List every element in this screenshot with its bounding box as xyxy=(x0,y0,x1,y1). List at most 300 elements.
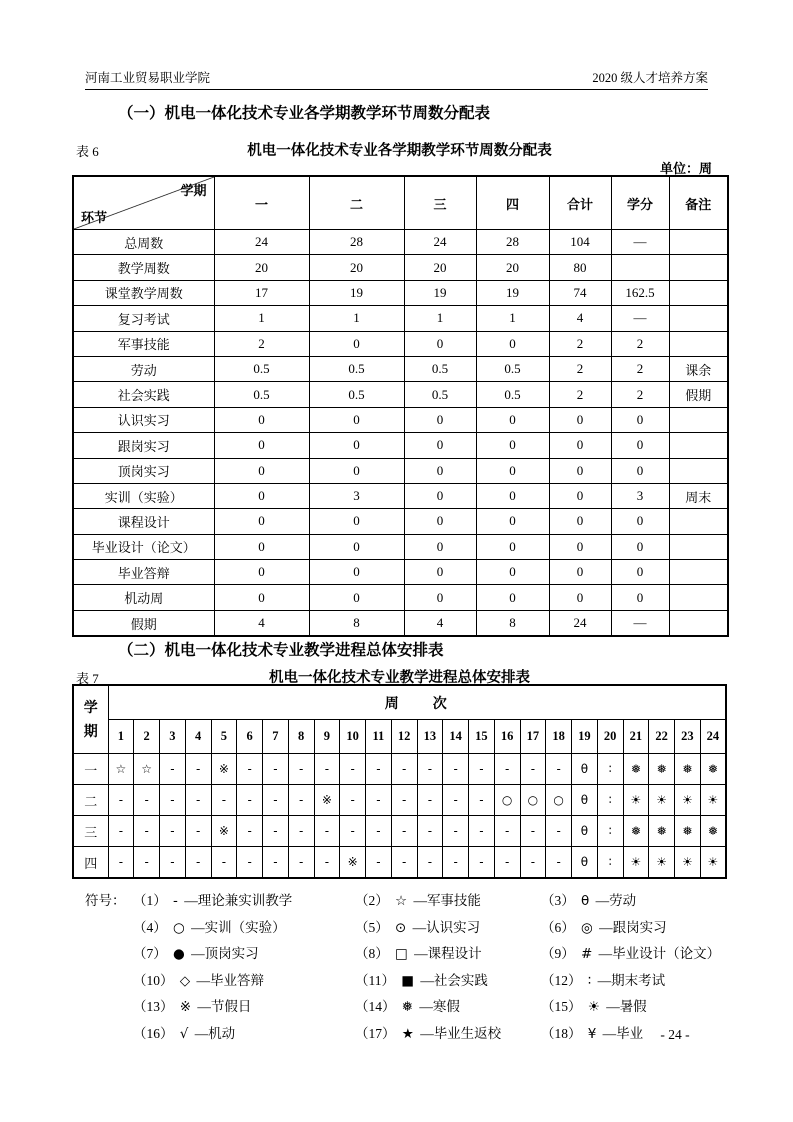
legend-item-symbol: ○ xyxy=(168,919,190,936)
week-number-cell: 6 xyxy=(237,720,263,754)
table6-cell xyxy=(611,255,669,280)
table6-column-header: 备注 xyxy=(669,176,728,230)
week-number-cell: 17 xyxy=(520,720,546,754)
table7-row xyxy=(73,785,726,816)
schedule-symbol-cell: ☆ xyxy=(134,754,160,785)
legend-item-symbol: □ xyxy=(390,946,413,962)
unit-note: 单位：周 xyxy=(659,161,712,176)
legend-item xyxy=(541,994,725,1021)
table7-header-row-weeks xyxy=(73,685,726,720)
table6-row xyxy=(73,280,728,305)
legend-label: 符号： xyxy=(85,893,126,908)
schedule-symbol-cell: - xyxy=(288,816,314,847)
table6-cell: 0 xyxy=(214,585,309,610)
table6-row-label: 课程设计 xyxy=(73,509,214,534)
legend-item-description: —寒假 xyxy=(419,999,460,1014)
week-number-cell: 23 xyxy=(675,720,701,754)
week-number-cell: 18 xyxy=(546,720,572,754)
header-rule xyxy=(85,89,708,90)
table6-cell: 0 xyxy=(214,534,309,559)
schedule-symbol-cell: - xyxy=(185,816,211,847)
table6-cell: 0 xyxy=(214,560,309,585)
table6-row xyxy=(73,534,728,559)
table6-cell: 0 xyxy=(476,585,549,610)
legend-item-symbol: ❅ xyxy=(397,999,418,1015)
schedule-symbol-cell: ∶ xyxy=(597,847,623,879)
table6-cell xyxy=(669,433,728,458)
table6-cell: 19 xyxy=(309,280,404,305)
table6-cell xyxy=(669,280,728,305)
schedule-symbol-cell: ※ xyxy=(314,785,340,816)
legend-item-number: （5） xyxy=(355,919,389,935)
semester-row-label: 二 xyxy=(73,785,108,816)
table7-corner-cell xyxy=(73,685,108,754)
schedule-symbol-cell: - xyxy=(366,847,392,879)
table7-title: 机电一体化技术专业教学进程总体安排表 xyxy=(269,670,530,686)
schedule-symbol-cell: ☀ xyxy=(700,785,726,816)
legend-item-symbol: ★ xyxy=(397,1025,419,1042)
week-number-cell: 1 xyxy=(108,720,134,754)
week-number-cell: 20 xyxy=(597,720,623,754)
legend-item-symbol: ◇ xyxy=(175,972,195,989)
legend-item-number: （6） xyxy=(541,919,575,935)
table6-row-label: 认识实习 xyxy=(73,407,214,432)
legend-item xyxy=(355,1021,541,1048)
table6-cell xyxy=(669,331,728,356)
page-number: - 24 - xyxy=(660,1027,690,1042)
schedule-symbol-cell: - xyxy=(185,754,211,785)
table6-cell: 0 xyxy=(611,585,669,610)
week-number-cell: 9 xyxy=(314,720,340,754)
week-number-cell: 24 xyxy=(700,720,726,754)
legend-item-number: （12） xyxy=(541,972,582,988)
schedule-symbol-cell: - xyxy=(185,847,211,879)
schedule-symbol-cell: - xyxy=(340,816,366,847)
schedule-symbol-cell: ※ xyxy=(340,847,366,879)
schedule-symbol-cell: - xyxy=(520,754,546,785)
schedule-symbol-cell: ○ xyxy=(546,785,572,816)
table6-cell xyxy=(669,509,728,534)
week-number-cell: 15 xyxy=(469,720,495,754)
legend-item-description: —跟岗实习 xyxy=(599,919,667,935)
legend-item-description: —课程设计 xyxy=(414,946,482,961)
table6-column-header: 合计 xyxy=(549,176,611,230)
legend-item-symbol: ⊙ xyxy=(390,919,411,936)
table6-cell: 2 xyxy=(611,356,669,381)
table6-cell: 1 xyxy=(309,306,404,331)
schedule-table xyxy=(72,684,727,879)
schedule-symbol-cell: ☀ xyxy=(675,847,701,879)
legend-item-number: （15） xyxy=(541,999,582,1014)
table6-cell xyxy=(669,560,728,585)
table6-row-label: 总周数 xyxy=(73,230,214,255)
table6-cell: 20 xyxy=(309,255,404,280)
schedule-symbol-cell: - xyxy=(443,754,469,785)
table6-cell: 0 xyxy=(404,433,476,458)
table6-cell: 0 xyxy=(549,509,611,534)
legend-item-description: —军事技能 xyxy=(413,893,481,908)
table6-cell: 1 xyxy=(476,306,549,331)
table6-cell: 0 xyxy=(549,560,611,585)
table6-corner-cell xyxy=(73,176,214,230)
table6-cell xyxy=(669,407,728,432)
legend-item-symbol: - xyxy=(168,893,183,909)
schedule-symbol-cell: - xyxy=(417,816,443,847)
table6-cell: 0 xyxy=(476,331,549,356)
legend-item-symbol: # xyxy=(576,946,597,962)
legend-item-number: （1） xyxy=(133,893,167,908)
table6-cell: 3 xyxy=(309,483,404,508)
table6-cell: 2 xyxy=(214,331,309,356)
table6-cell: 0 xyxy=(611,534,669,559)
section2-title: （二）机电一体化技术专业教学进程总体安排表 xyxy=(118,642,444,659)
table6-cell: 假期 xyxy=(669,382,728,407)
schedule-symbol-cell: - xyxy=(160,754,186,785)
table6-cell: 0 xyxy=(404,509,476,534)
legend-item-symbol: θ xyxy=(576,893,594,909)
schedule-symbol-cell: ☀ xyxy=(700,847,726,879)
table6-row xyxy=(73,509,728,534)
table6-cell: — xyxy=(611,306,669,331)
table6-cell: 0 xyxy=(309,433,404,458)
table6-row xyxy=(73,433,728,458)
schedule-symbol-cell: ❅ xyxy=(700,816,726,847)
table6-row xyxy=(73,458,728,483)
legend-item-number: （13） xyxy=(133,999,174,1014)
table6-row-label: 毕业答辩 xyxy=(73,560,214,585)
legend-item-symbol: √ xyxy=(175,1025,193,1042)
schedule-symbol-cell: - xyxy=(237,754,263,785)
week-number-cell: 11 xyxy=(366,720,392,754)
table6-row xyxy=(73,306,728,331)
table6-cell: 0 xyxy=(214,433,309,458)
table6-cell: 74 xyxy=(549,280,611,305)
schedule-symbol-cell: ☀ xyxy=(623,847,649,879)
legend-item-symbol: ◎ xyxy=(576,919,598,936)
table6-cell: 0.5 xyxy=(309,382,404,407)
legend-item-number: （2） xyxy=(355,893,389,908)
legend-item xyxy=(541,915,725,942)
table6-header-row xyxy=(73,176,728,230)
schedule-symbol-cell: - xyxy=(391,754,417,785)
legend-item xyxy=(355,915,541,942)
table6-cell: 0.5 xyxy=(309,356,404,381)
legend-item-symbol: ∶ xyxy=(583,972,596,989)
table6-cell: 0 xyxy=(309,534,404,559)
table6-cell xyxy=(669,306,728,331)
schedule-symbol-cell: - xyxy=(494,754,520,785)
schedule-symbol-cell: ※ xyxy=(211,754,237,785)
table6-label: 表 6 xyxy=(76,144,99,159)
table6-cell: 0 xyxy=(611,458,669,483)
table6-cell: 0 xyxy=(404,458,476,483)
table6-cell xyxy=(669,458,728,483)
table6-cell: 0 xyxy=(611,407,669,432)
week-number-cell: 19 xyxy=(572,720,598,754)
table6-cell: 19 xyxy=(404,280,476,305)
schedule-symbol-cell: - xyxy=(288,754,314,785)
table6-cell: 0 xyxy=(404,560,476,585)
table6-row xyxy=(73,483,728,508)
table6-cell: 0 xyxy=(476,534,549,559)
legend-item-number: （11） xyxy=(355,972,395,988)
legend-item-number: （10） xyxy=(133,972,174,988)
week-number-cell: 2 xyxy=(134,720,160,754)
legend-item-description: —节假日 xyxy=(197,999,252,1014)
table6-row xyxy=(73,230,728,255)
schedule-symbol-cell: - xyxy=(417,847,443,879)
table6-cell: 162.5 xyxy=(611,280,669,305)
week-number-cell: 16 xyxy=(494,720,520,754)
table6-cell: 8 xyxy=(476,610,549,636)
table6-cell: 0.5 xyxy=(404,382,476,407)
symbol-legend xyxy=(85,888,725,1047)
table6-column-header: 学分 xyxy=(611,176,669,230)
table6-cell: 0 xyxy=(404,483,476,508)
table6-cell: 28 xyxy=(309,230,404,255)
legend-item xyxy=(133,888,355,915)
table6-cell: 0 xyxy=(309,585,404,610)
corner-link-label: 环节 xyxy=(81,210,108,225)
schedule-symbol-cell: - xyxy=(417,754,443,785)
table6-cell: 0 xyxy=(309,509,404,534)
table6-cell: 0 xyxy=(476,560,549,585)
table6-cell: 0.5 xyxy=(214,382,309,407)
legend-label xyxy=(85,994,133,1021)
table6-cell: 0.5 xyxy=(404,356,476,381)
schedule-symbol-cell: - xyxy=(263,816,289,847)
table6-row-label: 毕业设计（论文） xyxy=(73,534,214,559)
legend-item-number: （4） xyxy=(133,919,167,935)
legend-item xyxy=(133,994,355,1021)
table6-cell: 8 xyxy=(309,610,404,636)
table6-cell: 1 xyxy=(214,306,309,331)
legend-item-number: （9） xyxy=(541,946,575,961)
section1-title: （一）机电一体化技术专业各学期教学环节周数分配表 xyxy=(118,105,491,122)
table6-row-label: 实训（实验） xyxy=(73,483,214,508)
schedule-symbol-cell: - xyxy=(160,785,186,816)
table6-cell: 0.5 xyxy=(476,382,549,407)
semester-row-label: 一 xyxy=(73,754,108,785)
legend-item xyxy=(355,994,541,1021)
schedule-symbol-cell: ❅ xyxy=(623,816,649,847)
schedule-symbol-cell: - xyxy=(469,816,495,847)
table6-cell: 0 xyxy=(549,458,611,483)
table6-cell: 0 xyxy=(214,407,309,432)
legend-item xyxy=(133,968,355,995)
schedule-symbol-cell: - xyxy=(366,816,392,847)
table6-row xyxy=(73,382,728,407)
schedule-symbol-cell: - xyxy=(108,785,134,816)
table6-column-header: 三 xyxy=(404,176,476,230)
table6-cell: 2 xyxy=(549,331,611,356)
table6-cell: 周末 xyxy=(669,483,728,508)
legend-item-description: —机动 xyxy=(194,1025,236,1041)
legend-item xyxy=(541,968,725,995)
schedule-symbol-cell: - xyxy=(520,847,546,879)
table6-cell: 0 xyxy=(404,331,476,356)
header-plan-name: 2020 级人才培养方案 xyxy=(592,71,708,85)
table6-cell: 2 xyxy=(611,331,669,356)
legend-item xyxy=(541,888,725,915)
table6-row-label: 军事技能 xyxy=(73,331,214,356)
table6-cell: 0 xyxy=(549,585,611,610)
schedule-symbol-cell: - xyxy=(134,785,160,816)
schedule-symbol-cell: θ xyxy=(572,785,598,816)
table6-cell: 20 xyxy=(404,255,476,280)
legend-item-number: （7） xyxy=(133,946,167,961)
corner-semester-label: 学期 xyxy=(180,183,207,198)
week-number-cell: 21 xyxy=(623,720,649,754)
table6-cell: 0 xyxy=(611,433,669,458)
table6-cell: 4 xyxy=(404,610,476,636)
legend-item-symbol: ☆ xyxy=(390,893,412,909)
schedule-symbol-cell: ❅ xyxy=(649,816,675,847)
table6-row xyxy=(73,610,728,636)
schedule-symbol-cell: - xyxy=(391,847,417,879)
table6-row-label: 假期 xyxy=(73,610,214,636)
schedule-symbol-cell: - xyxy=(546,847,572,879)
table6-row xyxy=(73,407,728,432)
table6-cell: 3 xyxy=(611,483,669,508)
legend-item-number: （3） xyxy=(541,893,575,908)
table6-row xyxy=(73,331,728,356)
week-number-cell: 22 xyxy=(649,720,675,754)
schedule-symbol-cell: - xyxy=(469,785,495,816)
week-number-cell: 3 xyxy=(160,720,186,754)
legend-item-symbol: ● xyxy=(168,946,190,962)
schedule-symbol-cell: - xyxy=(340,754,366,785)
legend-item xyxy=(133,941,355,968)
table6-cell: 0 xyxy=(404,585,476,610)
schedule-symbol-cell: - xyxy=(366,785,392,816)
table6-cell: 20 xyxy=(476,255,549,280)
table6-row-label: 教学周数 xyxy=(73,255,214,280)
table6-cell: 28 xyxy=(476,230,549,255)
schedule-symbol-cell: ☆ xyxy=(108,754,134,785)
week-number-cell: 5 xyxy=(211,720,237,754)
table6-cell: 0 xyxy=(476,458,549,483)
table6-cell: 2 xyxy=(549,356,611,381)
table6-cell: 0.5 xyxy=(476,356,549,381)
legend-item-description: —社会实践 xyxy=(420,972,488,988)
semester-row-label: 四 xyxy=(73,847,108,879)
legend-item-symbol: ■ xyxy=(397,972,419,989)
legend-item-number: （18） xyxy=(541,1025,582,1041)
schedule-symbol-cell: ○ xyxy=(520,785,546,816)
legend-item-description: —暑假 xyxy=(606,999,647,1014)
schedule-symbol-cell: - xyxy=(417,785,443,816)
schedule-symbol-cell: - xyxy=(134,847,160,879)
week-number-cell: 10 xyxy=(340,720,366,754)
table6-cell: 0 xyxy=(476,433,549,458)
schedule-symbol-cell: - xyxy=(443,816,469,847)
schedule-symbol-cell: - xyxy=(546,816,572,847)
week-number-cell: 4 xyxy=(185,720,211,754)
table6-row xyxy=(73,356,728,381)
header-school-name: 河南工业贸易职业学院 xyxy=(85,71,211,85)
table6-row-label: 社会实践 xyxy=(73,382,214,407)
table6-cell: 0 xyxy=(309,331,404,356)
table6-row xyxy=(73,585,728,610)
schedule-symbol-cell: - xyxy=(314,816,340,847)
table6-cell: 0 xyxy=(214,483,309,508)
schedule-symbol-cell: ☀ xyxy=(649,847,675,879)
table6-cell: 0 xyxy=(214,509,309,534)
schedule-symbol-cell: ❅ xyxy=(700,754,726,785)
schedule-symbol-cell: ❅ xyxy=(675,816,701,847)
table6-cell: 0 xyxy=(404,407,476,432)
table7-row xyxy=(73,754,726,785)
table6-cell: 0 xyxy=(214,458,309,483)
schedule-symbol-cell: - xyxy=(391,816,417,847)
legend-label xyxy=(85,941,133,968)
table6-cell: 104 xyxy=(549,230,611,255)
schedule-symbol-cell: - xyxy=(391,785,417,816)
schedule-symbol-cell: - xyxy=(108,816,134,847)
table6-cell: 19 xyxy=(476,280,549,305)
schedule-symbol-cell: ☀ xyxy=(623,785,649,816)
weeks-distribution-table xyxy=(72,175,729,637)
legend-item-description: —理论兼实训教学 xyxy=(184,893,293,908)
schedule-symbol-cell: - xyxy=(340,785,366,816)
legend-item xyxy=(355,968,541,995)
semester-row-label: 三 xyxy=(73,816,108,847)
schedule-symbol-cell: ❅ xyxy=(649,754,675,785)
schedule-symbol-cell: ∶ xyxy=(597,785,623,816)
legend-item xyxy=(541,941,725,968)
legend-item xyxy=(133,915,355,942)
schedule-symbol-cell: - xyxy=(211,847,237,879)
schedule-symbol-cell: - xyxy=(443,847,469,879)
table6-cell: 80 xyxy=(549,255,611,280)
schedule-symbol-cell: θ xyxy=(572,816,598,847)
table6-cell: — xyxy=(611,610,669,636)
legend-item-number: （8） xyxy=(355,946,389,961)
schedule-symbol-cell: ○ xyxy=(494,785,520,816)
legend-item-description: —顶岗实习 xyxy=(191,946,259,961)
legend-item-description: —毕业 xyxy=(602,1025,644,1041)
table6-row-label: 复习考试 xyxy=(73,306,214,331)
schedule-symbol-cell: - xyxy=(263,754,289,785)
schedule-symbol-cell: - xyxy=(469,847,495,879)
schedule-symbol-cell: - xyxy=(134,816,160,847)
table6-row-label: 机动周 xyxy=(73,585,214,610)
schedule-symbol-cell: - xyxy=(520,816,546,847)
schedule-symbol-cell: ❅ xyxy=(623,754,649,785)
schedule-symbol-cell: - xyxy=(237,785,263,816)
legend-item-description: —期末考试 xyxy=(597,972,666,988)
semester-vertical-label: 学期 xyxy=(83,698,98,739)
table6-cell: 0 xyxy=(611,509,669,534)
table6-column-header: 二 xyxy=(309,176,404,230)
schedule-symbol-cell: - xyxy=(314,847,340,879)
schedule-symbol-cell: - xyxy=(237,816,263,847)
week-number-cell: 7 xyxy=(263,720,289,754)
table6-cell xyxy=(669,585,728,610)
table6-cell: 0 xyxy=(309,407,404,432)
schedule-symbol-cell: - xyxy=(160,847,186,879)
table6-row xyxy=(73,560,728,585)
table7-label: 表 7 xyxy=(76,671,99,686)
table6-row xyxy=(73,255,728,280)
table6-row-label: 顶岗实习 xyxy=(73,458,214,483)
legend-item-description: —毕业答辩 xyxy=(196,972,264,988)
schedule-symbol-cell: θ xyxy=(572,847,598,879)
schedule-symbol-cell: - xyxy=(314,754,340,785)
schedule-symbol-cell: ☀ xyxy=(675,785,701,816)
schedule-symbol-cell: - xyxy=(160,816,186,847)
